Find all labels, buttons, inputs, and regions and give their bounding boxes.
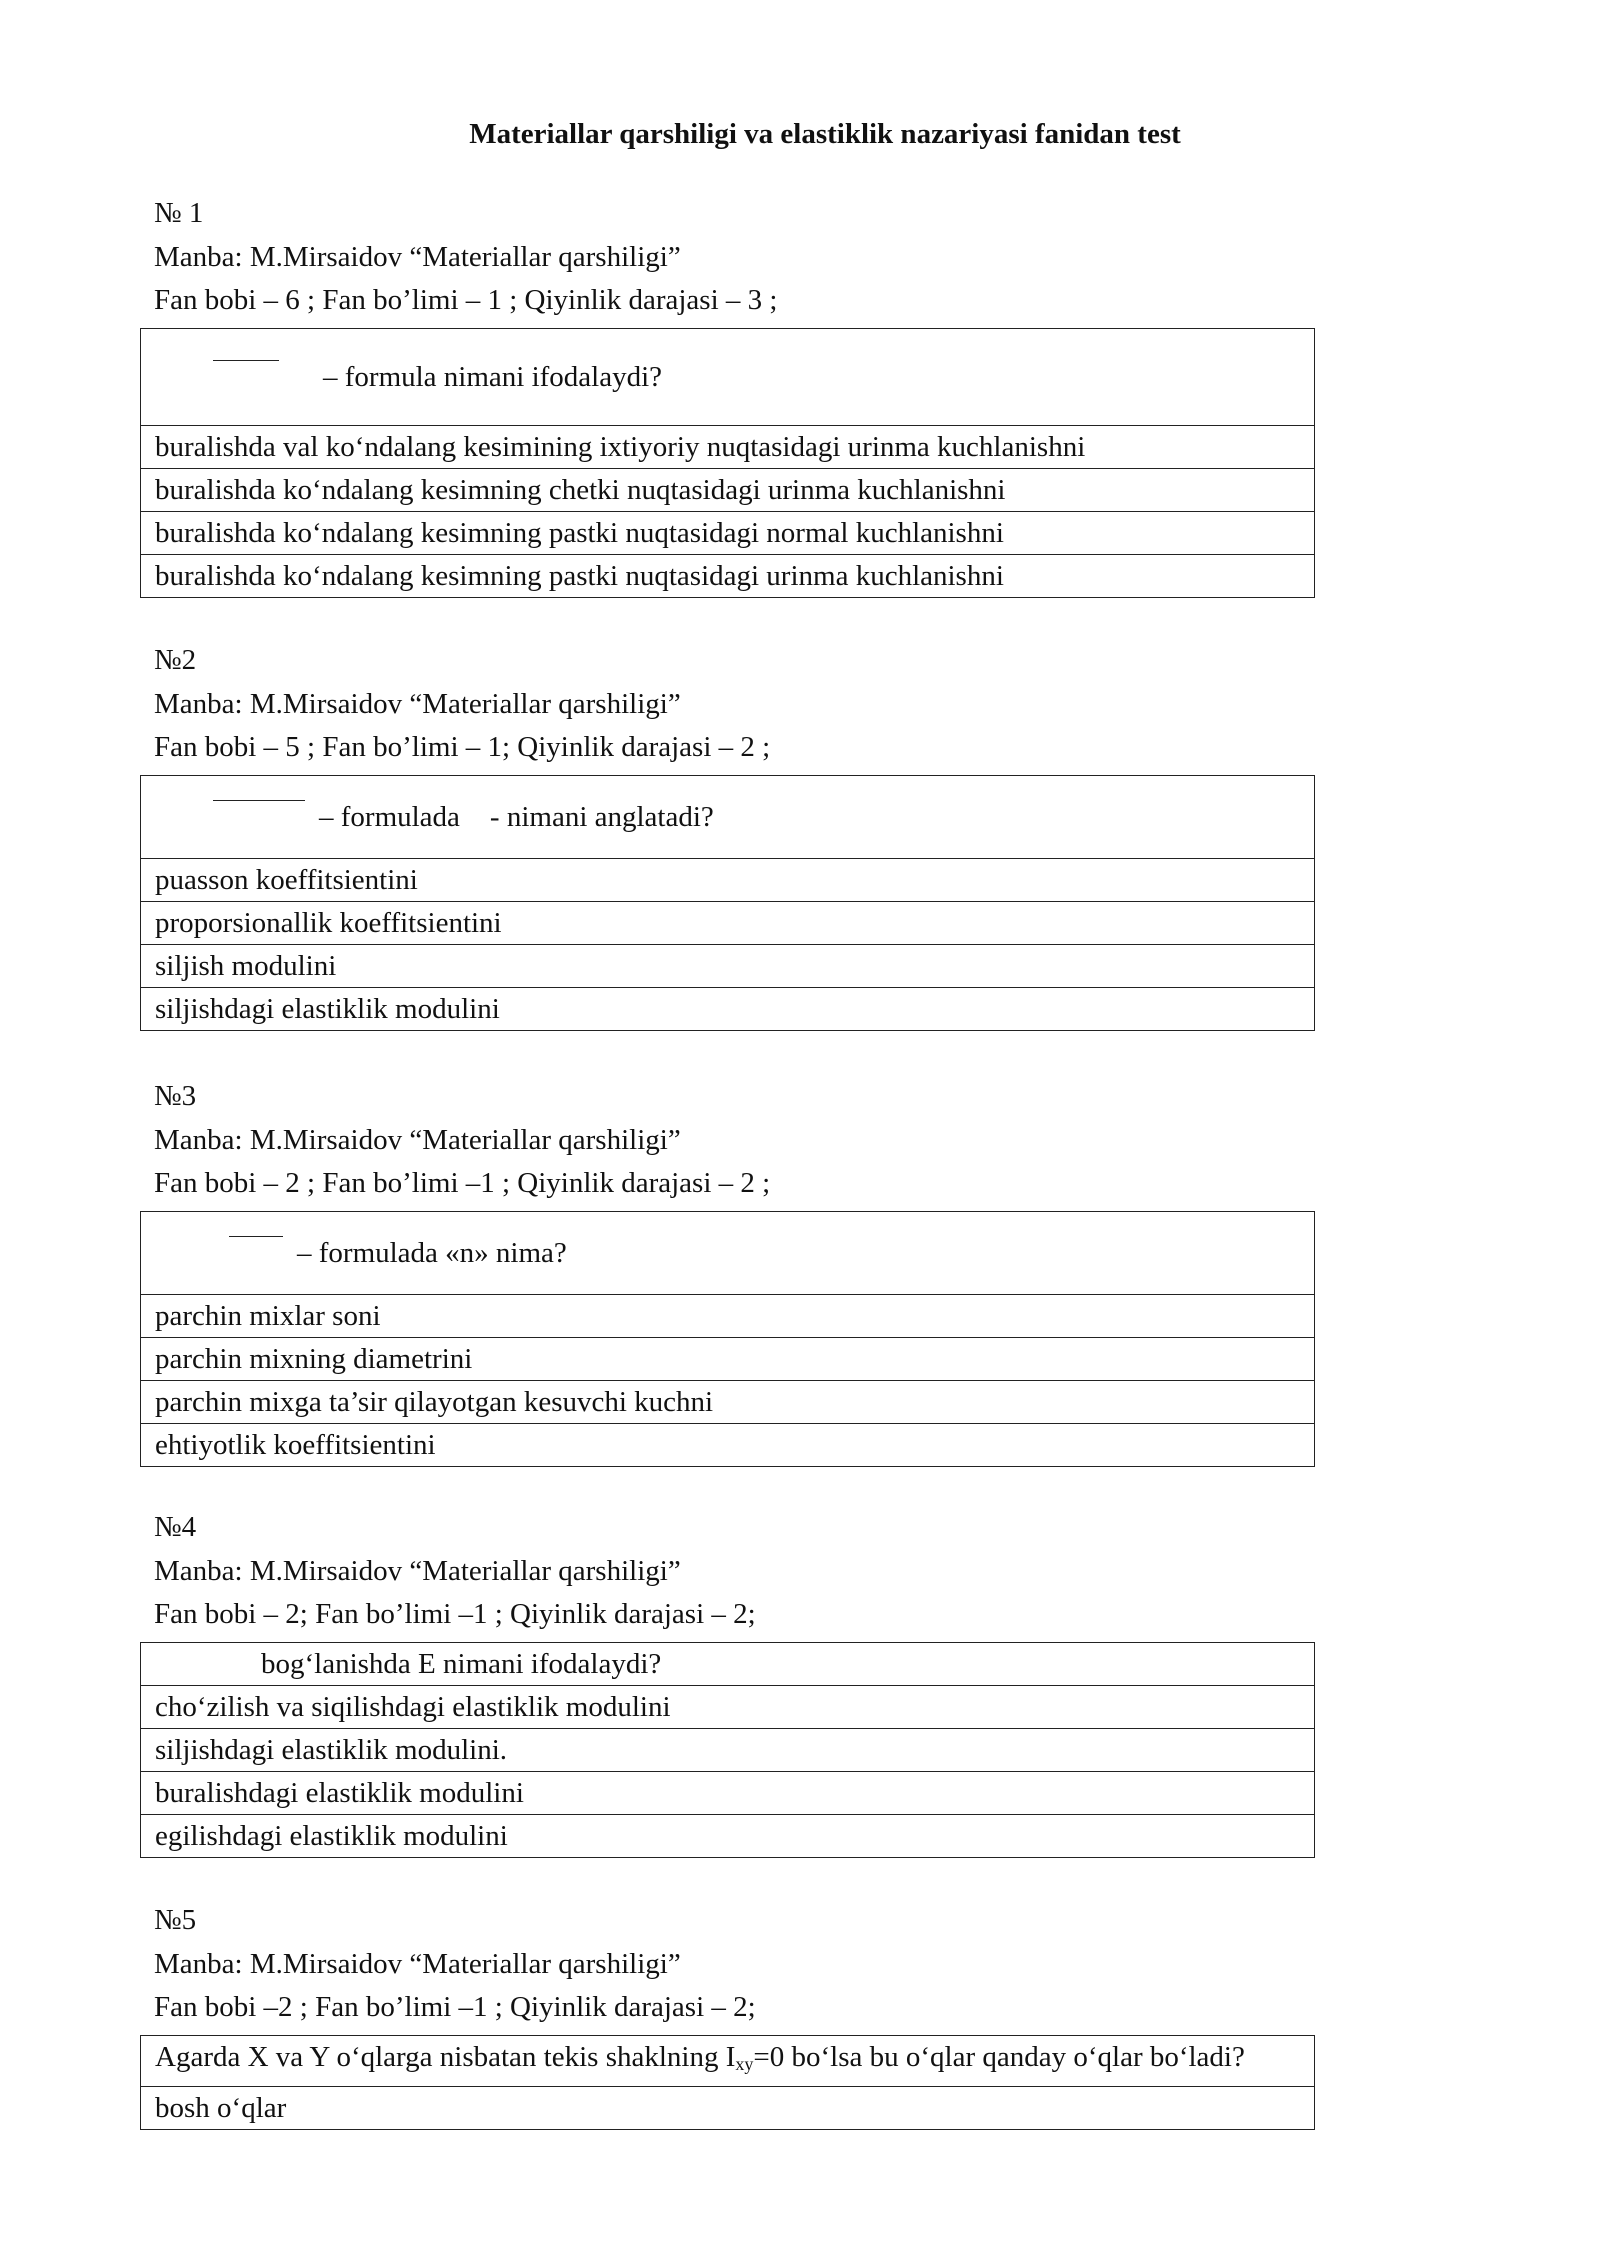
formula-fraction-bar <box>229 1236 283 1237</box>
answer-option[interactable]: egilishdagi elastiklik modulini <box>141 1814 1315 1857</box>
question-header <box>140 1075 1315 1206</box>
answer-option[interactable]: buralishda ko‘ndalang kesimning pastki nuqtasidagi urinma kuchlanishni <box>141 554 1315 597</box>
question-meta: Fan bobi – 5 ; Fan bo’limi – 1; Qiyinlik darajasi – 2 ; <box>154 731 771 763</box>
question-table <box>140 1642 1315 1858</box>
stem-subscript: xy <box>735 2053 754 2074</box>
stem-text-part1: – formulada <box>319 800 460 833</box>
question-stem <box>141 328 1315 425</box>
question-stem: bog‘lanishda E nimani ifodalaydi? <box>141 1642 1315 1685</box>
question-source: Manba: M.Mirsaidov “Materiallar qarshiligi” <box>154 240 681 273</box>
question-2 <box>140 639 1315 1031</box>
question-5 <box>140 1899 1315 2130</box>
question-meta: Fan bobi – 6 ; Fan bo’limi – 1 ; Qiyinlik darajasi – 3 ; <box>154 284 778 316</box>
answer-option[interactable]: cho‘zilish va siqilishdagi elastiklik modulini <box>141 1685 1315 1728</box>
answer-option[interactable]: puasson koeffitsientini <box>141 858 1315 901</box>
answer-option[interactable]: buralishda val ko‘ndalang kesimining ixtiyoriy nuqtasidagi urinma kuchlanishni <box>141 425 1315 468</box>
question-table <box>140 1211 1315 1467</box>
answer-option[interactable]: parchin mixga ta’sir qilayotgan kesuvchi kuchni <box>141 1380 1315 1423</box>
stem-text: – formula nimani ifodalaydi? <box>323 360 663 393</box>
formula-fraction-bar <box>213 800 305 801</box>
answer-option[interactable]: ehtiyotlik koeffitsientini <box>141 1423 1315 1466</box>
question-stem <box>141 775 1315 858</box>
question-4 <box>140 1506 1315 1858</box>
answer-option[interactable]: siljishdagi elastiklik modulini <box>141 987 1315 1030</box>
answer-option[interactable]: proporsionallik koeffitsientini <box>141 901 1315 944</box>
stem-text-part2: =0 bo‘lsa bu o‘qlar qanday o‘qlar bo‘ladi? <box>753 2040 1245 2073</box>
question-number: №2 <box>154 644 197 676</box>
question-number: №4 <box>154 1511 197 1543</box>
question-header <box>140 192 1315 323</box>
question-header <box>140 1899 1315 2030</box>
question-1 <box>140 192 1315 598</box>
question-table <box>140 775 1315 1031</box>
question-stem <box>141 1211 1315 1294</box>
question-number: №5 <box>154 1904 197 1936</box>
question-table <box>140 328 1315 598</box>
stem-text-part2: - nimani anglatadi? <box>489 800 714 833</box>
question-header <box>140 1506 1315 1637</box>
answer-option[interactable]: siljishdagi elastiklik modulini. <box>141 1728 1315 1771</box>
stem-text-part1: Agarda X va Y o‘qlarga nisbatan tekis shaklning I <box>155 2040 736 2073</box>
question-source: Manba: M.Mirsaidov “Materiallar qarshiligi” <box>154 1554 681 1587</box>
answer-option[interactable]: bosh o‘qlar <box>141 2086 1315 2129</box>
question-meta: Fan bobi – 2; Fan bo’limi –1 ; Qiyinlik darajasi – 2; <box>154 1598 756 1630</box>
answer-option[interactable]: siljish modulini <box>141 944 1315 987</box>
question-source: Manba: M.Mirsaidov “Materiallar qarshiligi” <box>154 1123 681 1156</box>
answer-option[interactable]: buralishda ko‘ndalang kesimning chetki nuqtasidagi urinma kuchlanishni <box>141 468 1315 511</box>
document-title: Materiallar qarshiligi va elastiklik nazariyasi fanidan test <box>469 118 1181 150</box>
question-stem <box>141 2035 1315 2086</box>
question-header <box>140 639 1315 770</box>
question-3 <box>140 1075 1315 1467</box>
question-table <box>140 2035 1315 2130</box>
question-number: №3 <box>154 1080 197 1112</box>
question-source: Manba: M.Mirsaidov “Materiallar qarshiligi” <box>154 687 681 720</box>
question-source: Manba: M.Mirsaidov “Materiallar qarshiligi” <box>154 1947 681 1980</box>
formula-fraction-bar <box>213 360 279 361</box>
question-meta: Fan bobi – 2 ; Fan bo’limi –1 ; Qiyinlik darajasi – 2 ; <box>154 1167 771 1199</box>
answer-option[interactable]: buralishdagi elastiklik modulini <box>141 1771 1315 1814</box>
answer-option[interactable]: parchin mixning diametrini <box>141 1337 1315 1380</box>
answer-option[interactable]: buralishda ko‘ndalang kesimning pastki nuqtasidagi normal kuchlanishni <box>141 511 1315 554</box>
stem-text: – formulada «n» nima? <box>297 1236 567 1269</box>
answer-option[interactable]: parchin mixlar soni <box>141 1294 1315 1337</box>
question-meta: Fan bobi –2 ; Fan bo’limi –1 ; Qiyinlik darajasi – 2; <box>154 1991 756 2023</box>
question-number: № 1 <box>154 197 204 229</box>
